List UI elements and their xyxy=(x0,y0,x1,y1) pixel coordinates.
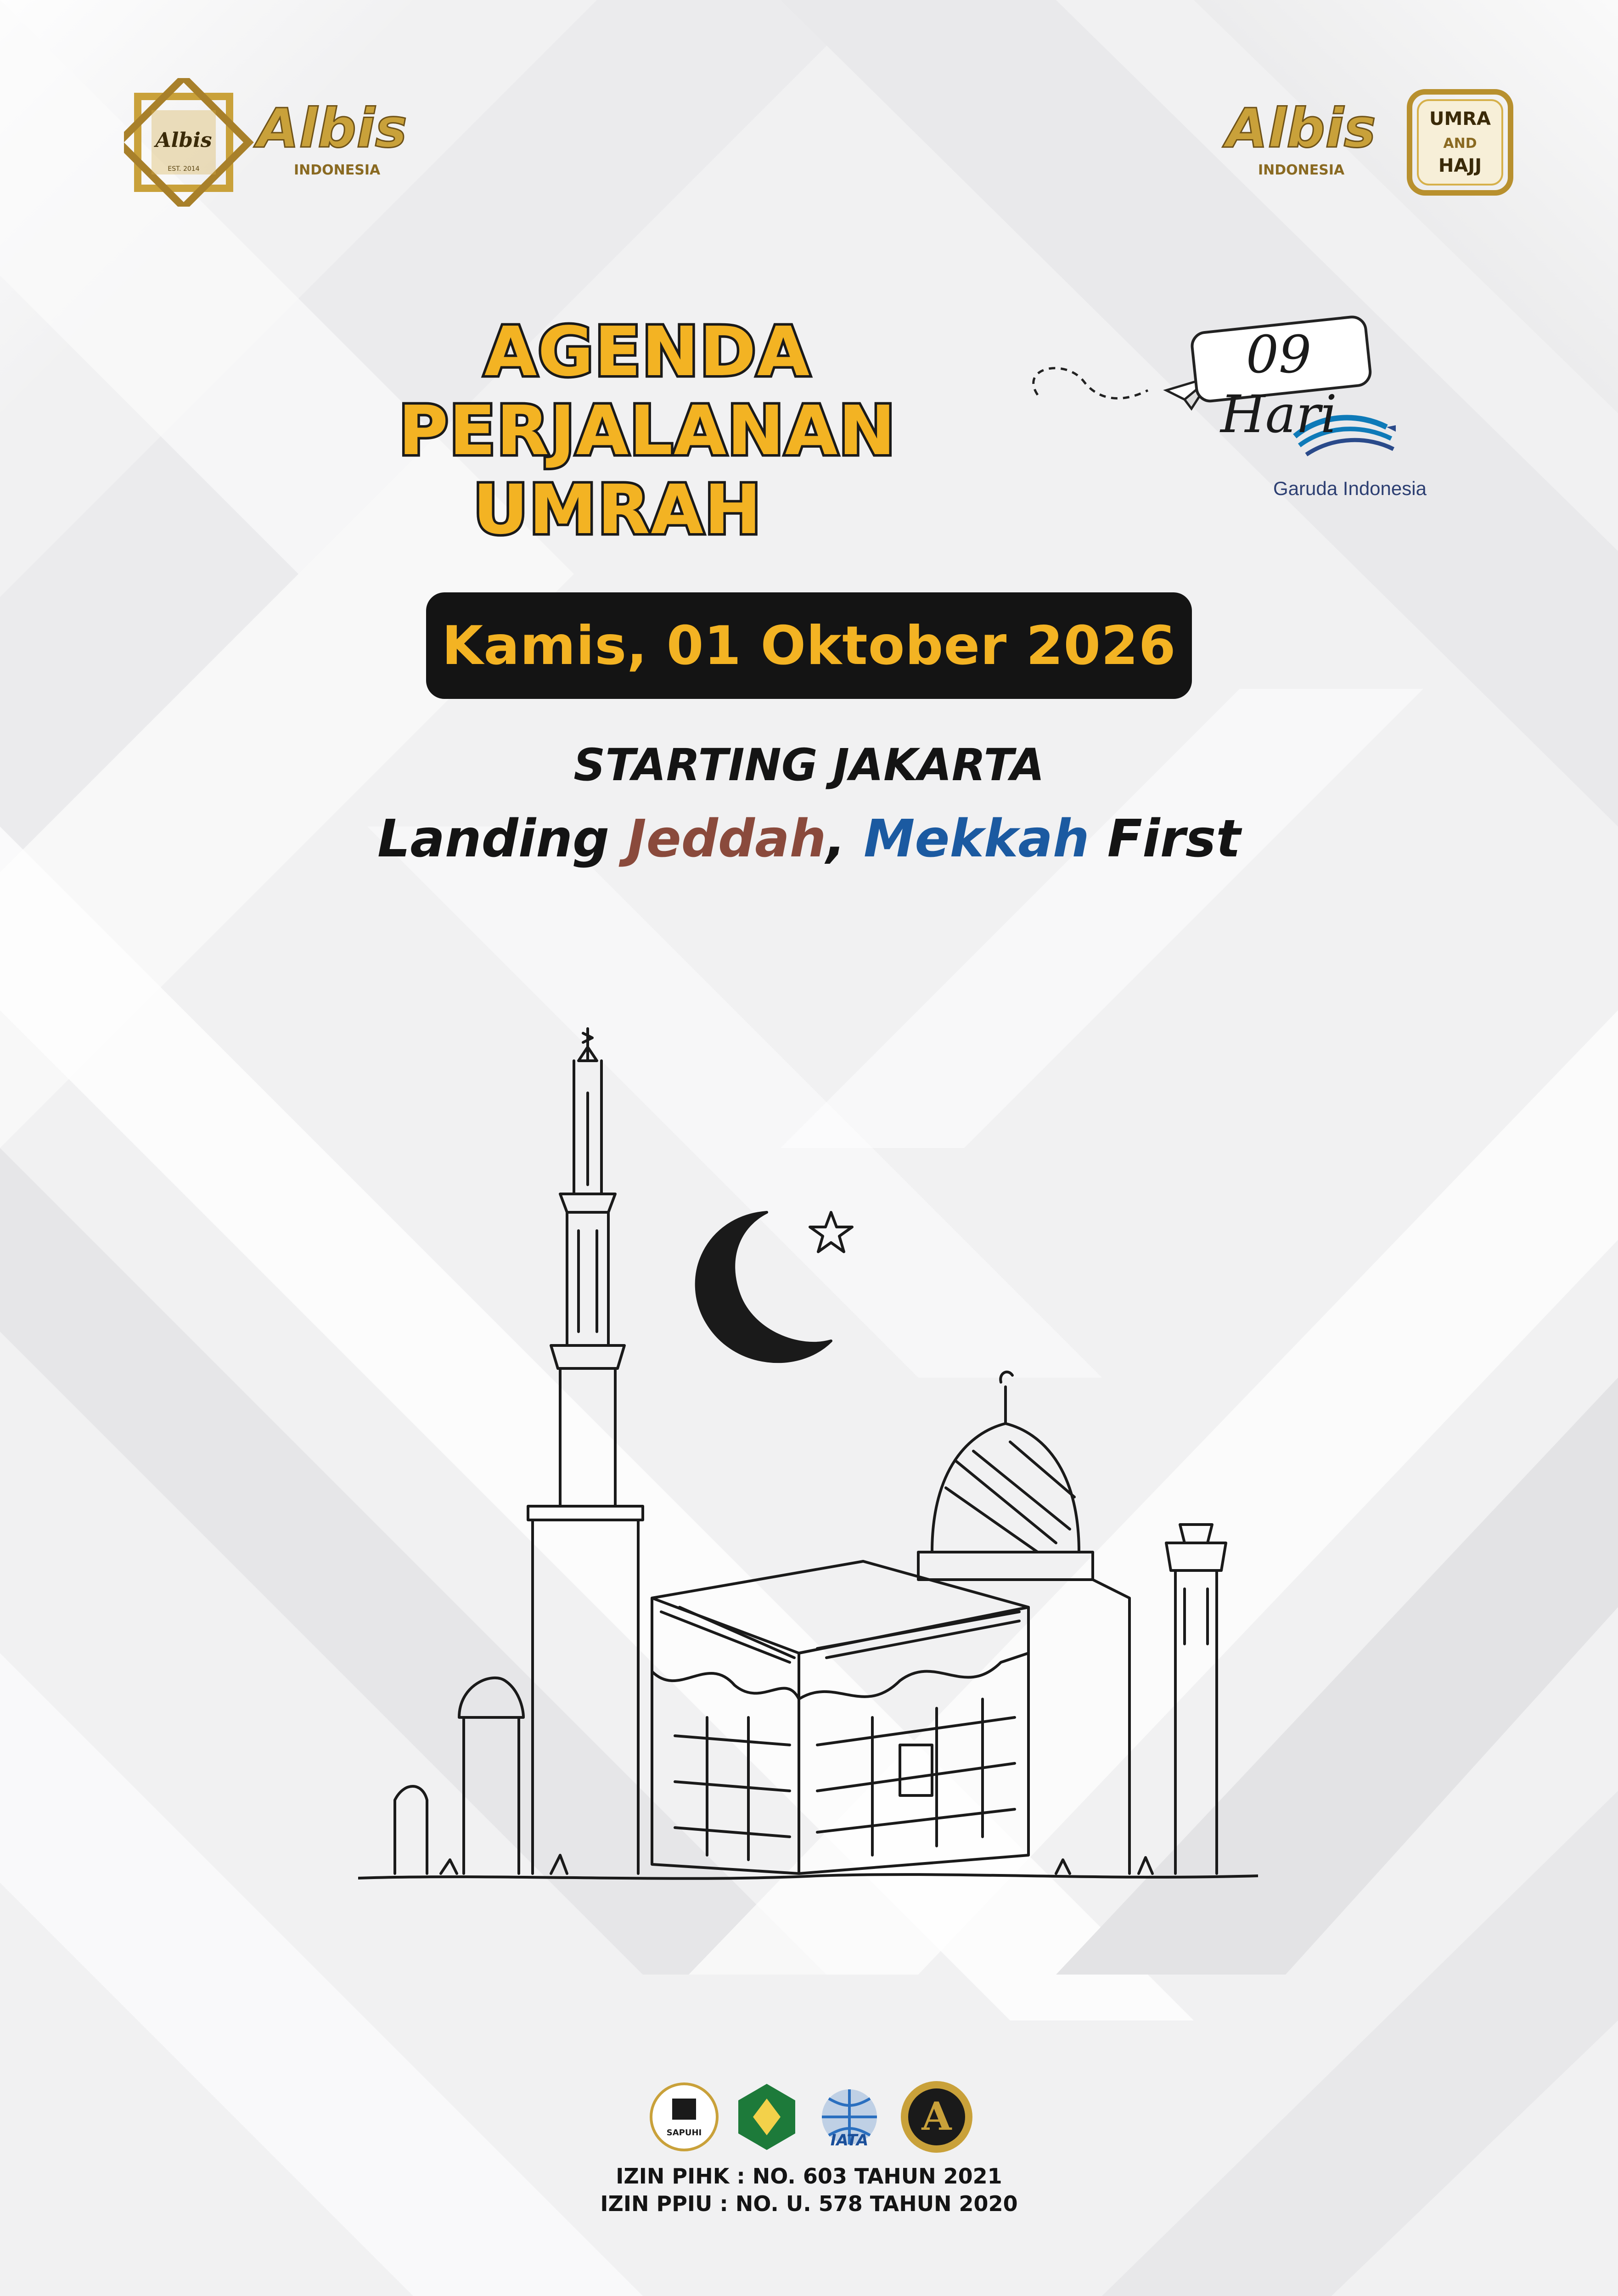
albis-logo-right xyxy=(1221,87,1515,197)
kemenag-logo-icon xyxy=(738,2084,795,2150)
crescent-star-icon xyxy=(697,1212,852,1362)
license-pihk: IZIN PIHK : NO. 603 TAHUN 2021 xyxy=(616,2164,1002,2189)
svg-text:Albis: Albis xyxy=(1226,96,1376,160)
tower-right xyxy=(1093,1525,1226,1874)
minaret-left xyxy=(528,1029,643,1874)
tower-left-small xyxy=(395,1678,523,1874)
svg-text:AND: AND xyxy=(1443,135,1477,152)
kaaba xyxy=(652,1561,1028,1874)
svg-text:HAJJ: HAJJ xyxy=(1438,155,1482,176)
landing-prefix: Landing xyxy=(377,809,628,869)
iata-logo-icon xyxy=(822,2089,877,2150)
route-landing xyxy=(0,809,1618,869)
first-city: Mekkah xyxy=(863,809,1090,869)
svg-text:INDONESIA: INDONESIA xyxy=(1258,162,1345,178)
svg-text:EST. 2014: EST. 2014 xyxy=(168,165,200,173)
duration-label: 09 Hari xyxy=(1220,325,1337,445)
sapuhi-logo-icon xyxy=(651,2084,717,2150)
license-ppiu: IZIN PPIU : NO. U. 578 TAHUN 2020 xyxy=(600,2191,1018,2216)
title-line-1: AGENDA PERJALANAN xyxy=(398,312,897,470)
svg-text:UMRA: UMRA xyxy=(1429,108,1491,129)
svg-text:Albis: Albis xyxy=(155,129,212,152)
title-line-2: UMRAH xyxy=(473,470,762,549)
svg-text:INDONESIA: INDONESIA xyxy=(294,162,381,178)
svg-text:IATA: IATA xyxy=(830,2131,869,2150)
landing-city: Jeddah xyxy=(627,809,826,869)
certification-badges xyxy=(643,2076,992,2158)
route-starting: STARTING JAKARTA xyxy=(573,739,1045,791)
svg-text:Albis: Albis xyxy=(257,96,407,160)
landing-separator: , xyxy=(826,809,864,869)
landing-suffix: First xyxy=(1089,809,1241,869)
page-title xyxy=(230,312,1065,549)
svg-text:A: A xyxy=(921,2093,952,2139)
accreditation-a-logo-icon xyxy=(901,2081,972,2153)
albis-logo-left xyxy=(124,78,418,207)
kaaba-mosque-sketch xyxy=(358,1001,1258,1901)
departure-date: Kamis, 01 Oktober 2026 xyxy=(442,614,1176,677)
airline-name: Garuda Indonesia xyxy=(1273,478,1427,499)
departure-date-box xyxy=(426,592,1192,699)
svg-text:SAPUHI: SAPUHI xyxy=(666,2128,702,2138)
dome xyxy=(918,1372,1093,1580)
